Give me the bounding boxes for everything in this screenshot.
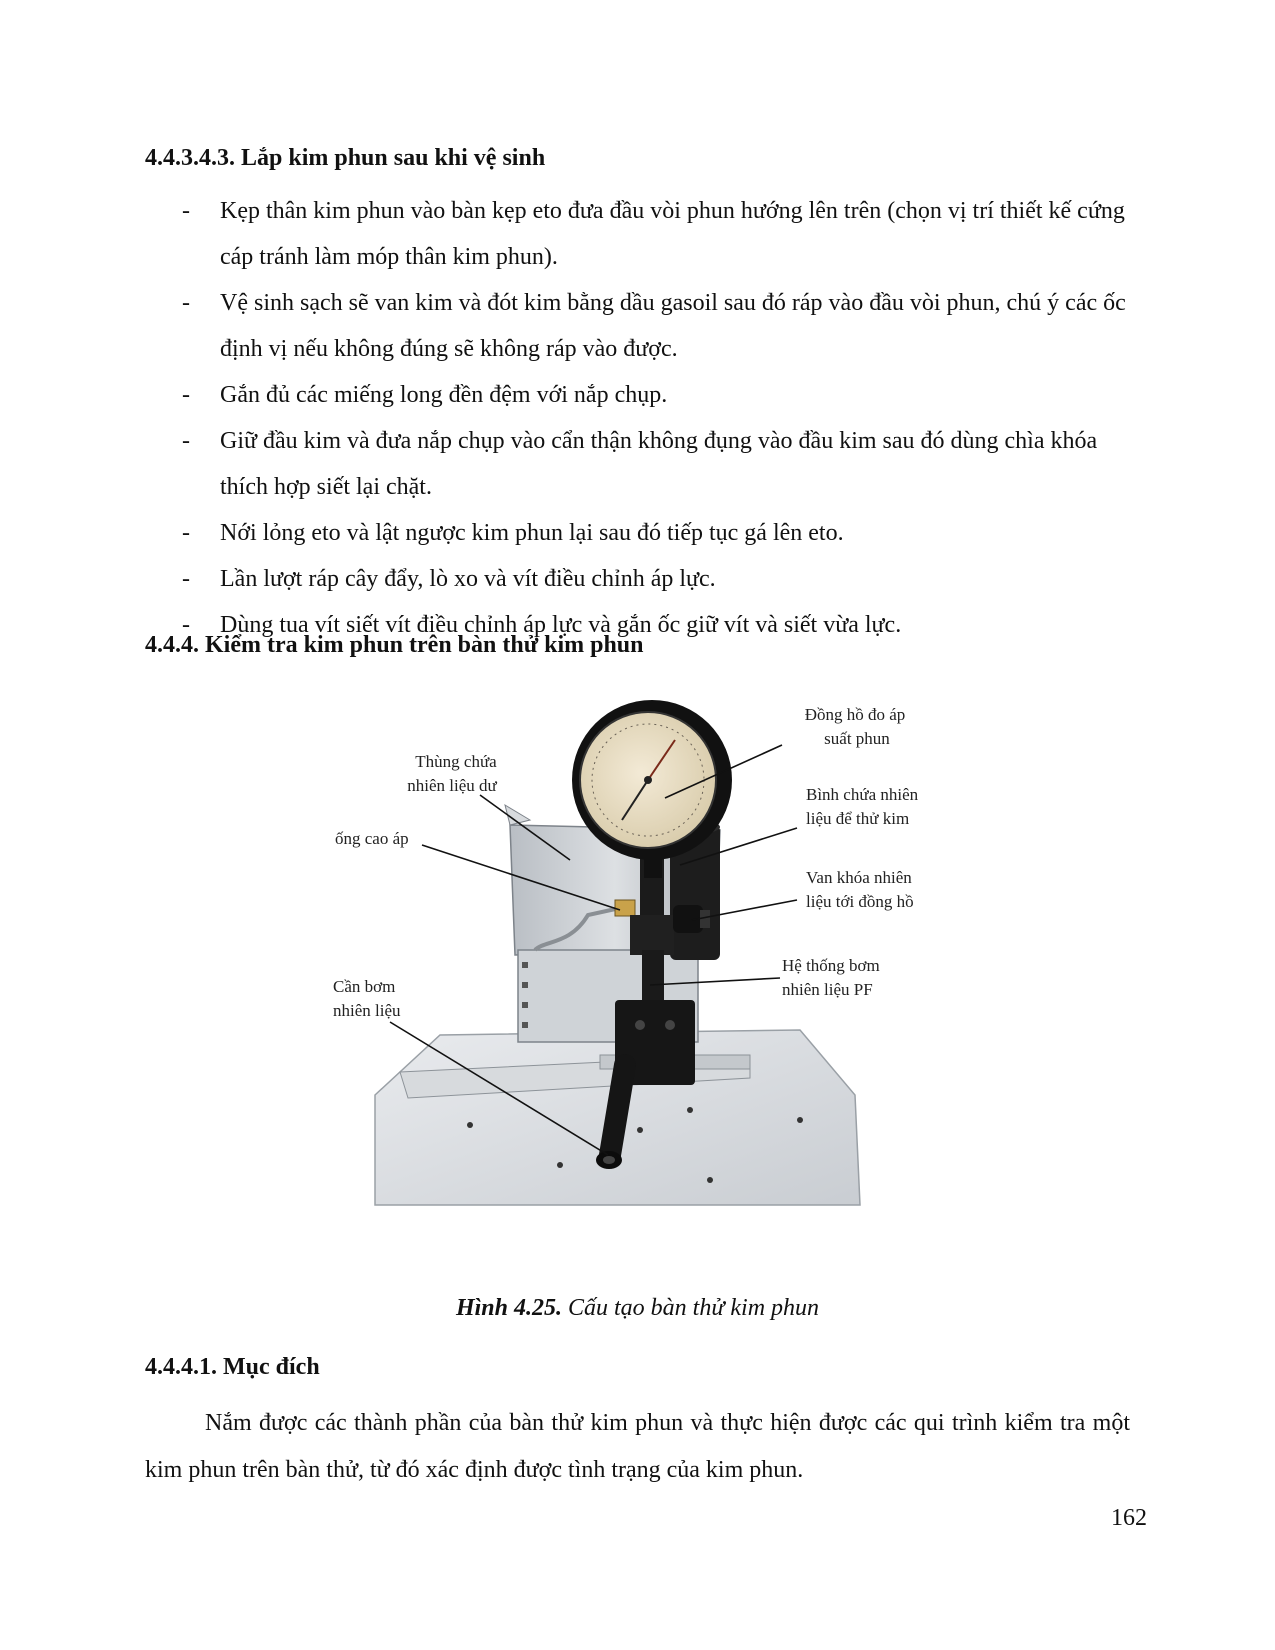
purpose-paragraph: Nắm được các thành phần của bàn thử kim phun và thực hiện được các qui trình kiểm tra một kim phun trên bàn thử, từ đó xác định được tình trạng của kim phun. xyxy=(145,1410,1130,1483)
label-tank-line-2: nhiên liệu dư xyxy=(407,776,497,795)
section-heading-4-4-4: 4.4.4. Kiểm tra kim phun trên bàn thử kim phun xyxy=(145,632,644,658)
label-valve-line-1: Van khóa nhiên xyxy=(806,868,912,887)
list-item xyxy=(182,188,1142,280)
label-gauge-line-2: suất phun xyxy=(824,729,890,748)
label-valve-line-2: liệu tới đồng hồ xyxy=(806,892,914,911)
bullet-dash: - xyxy=(182,382,190,408)
figure-number: Hình 4.25. xyxy=(455,1295,562,1321)
label-tank-line-1: Thùng chứa xyxy=(415,752,497,771)
label-gauge-line-1: Đồng hồ đo áp xyxy=(804,705,906,724)
list-item xyxy=(182,556,1142,602)
list-item-text: Dùng tua vít siết vít điều chỉnh áp lực và gắn ốc giữ vít và siết vừa lực. xyxy=(220,612,902,638)
procedure-list xyxy=(182,188,1142,648)
list-item-text: Giữ đầu kim và đưa nắp chụp vào cẩn thận không đụng vào đầu kim sau đó dùng chìa khóa thích hợp siết lại chặt. xyxy=(220,428,1098,500)
bullet-dash: - xyxy=(182,566,190,592)
bullet-dash: - xyxy=(182,612,190,638)
section-heading-4-4-4-1: 4.4.4.1. Mục đích xyxy=(145,1354,320,1380)
label-pump-line-2: nhiên liệu PF xyxy=(782,980,873,999)
list-item xyxy=(182,418,1142,510)
figure-caption xyxy=(0,1295,1275,1322)
figure-caption-text: Cấu tạo bàn thử kim phun xyxy=(567,1295,820,1321)
list-item-text: Kẹp thân kim phun vào bàn kẹp eto đưa đầu vòi phun hướng lên trên (chọn vị trí thiết kế cứng cáp tránh làm móp thân kim phun). xyxy=(220,198,1125,270)
label-lever-line-1: Cần bơm xyxy=(333,977,396,996)
page-number: 162 xyxy=(1111,1505,1147,1531)
list-item xyxy=(182,280,1142,372)
list-item-text: Vệ sinh sạch sẽ van kim và đót kim bằng dầu gasoil sau đó ráp vào đầu vòi phun, chú ý các ốc định vị nếu không đúng sẽ không ráp vào được. xyxy=(220,290,1126,362)
list-item-text: Gắn đủ các miếng long đền đệm với nắp chụp. xyxy=(220,382,668,408)
injector-test-bench-figure xyxy=(330,700,980,1255)
label-reservoir-line-2: liệu để thử kim xyxy=(806,809,910,828)
label-reservoir-line-1: Bình chứa nhiên xyxy=(806,785,919,804)
bullet-dash: - xyxy=(182,290,190,316)
list-item xyxy=(182,510,1142,556)
bullet-dash: - xyxy=(182,428,190,454)
bullet-dash: - xyxy=(182,198,190,224)
section-heading-4-4-3-4-3: 4.4.3.4.3. Lắp kim phun sau khi vệ sinh xyxy=(145,145,546,171)
label-lever-line-2: nhiên liệu xyxy=(333,1001,401,1020)
label-high-pressure-pipe: ống cao áp xyxy=(335,829,409,848)
list-item-text: Lần lượt ráp cây đẩy, lò xo và vít điều chỉnh áp lực. xyxy=(220,566,716,592)
bullet-dash: - xyxy=(182,520,190,546)
list-item xyxy=(182,372,1142,418)
list-item-text: Nới lỏng eto và lật ngược kim phun lại sau đó tiếp tục gá lên eto. xyxy=(220,520,844,546)
pipe-fitting xyxy=(615,900,635,916)
label-pump-line-1: Hệ thống bơm xyxy=(782,956,880,975)
